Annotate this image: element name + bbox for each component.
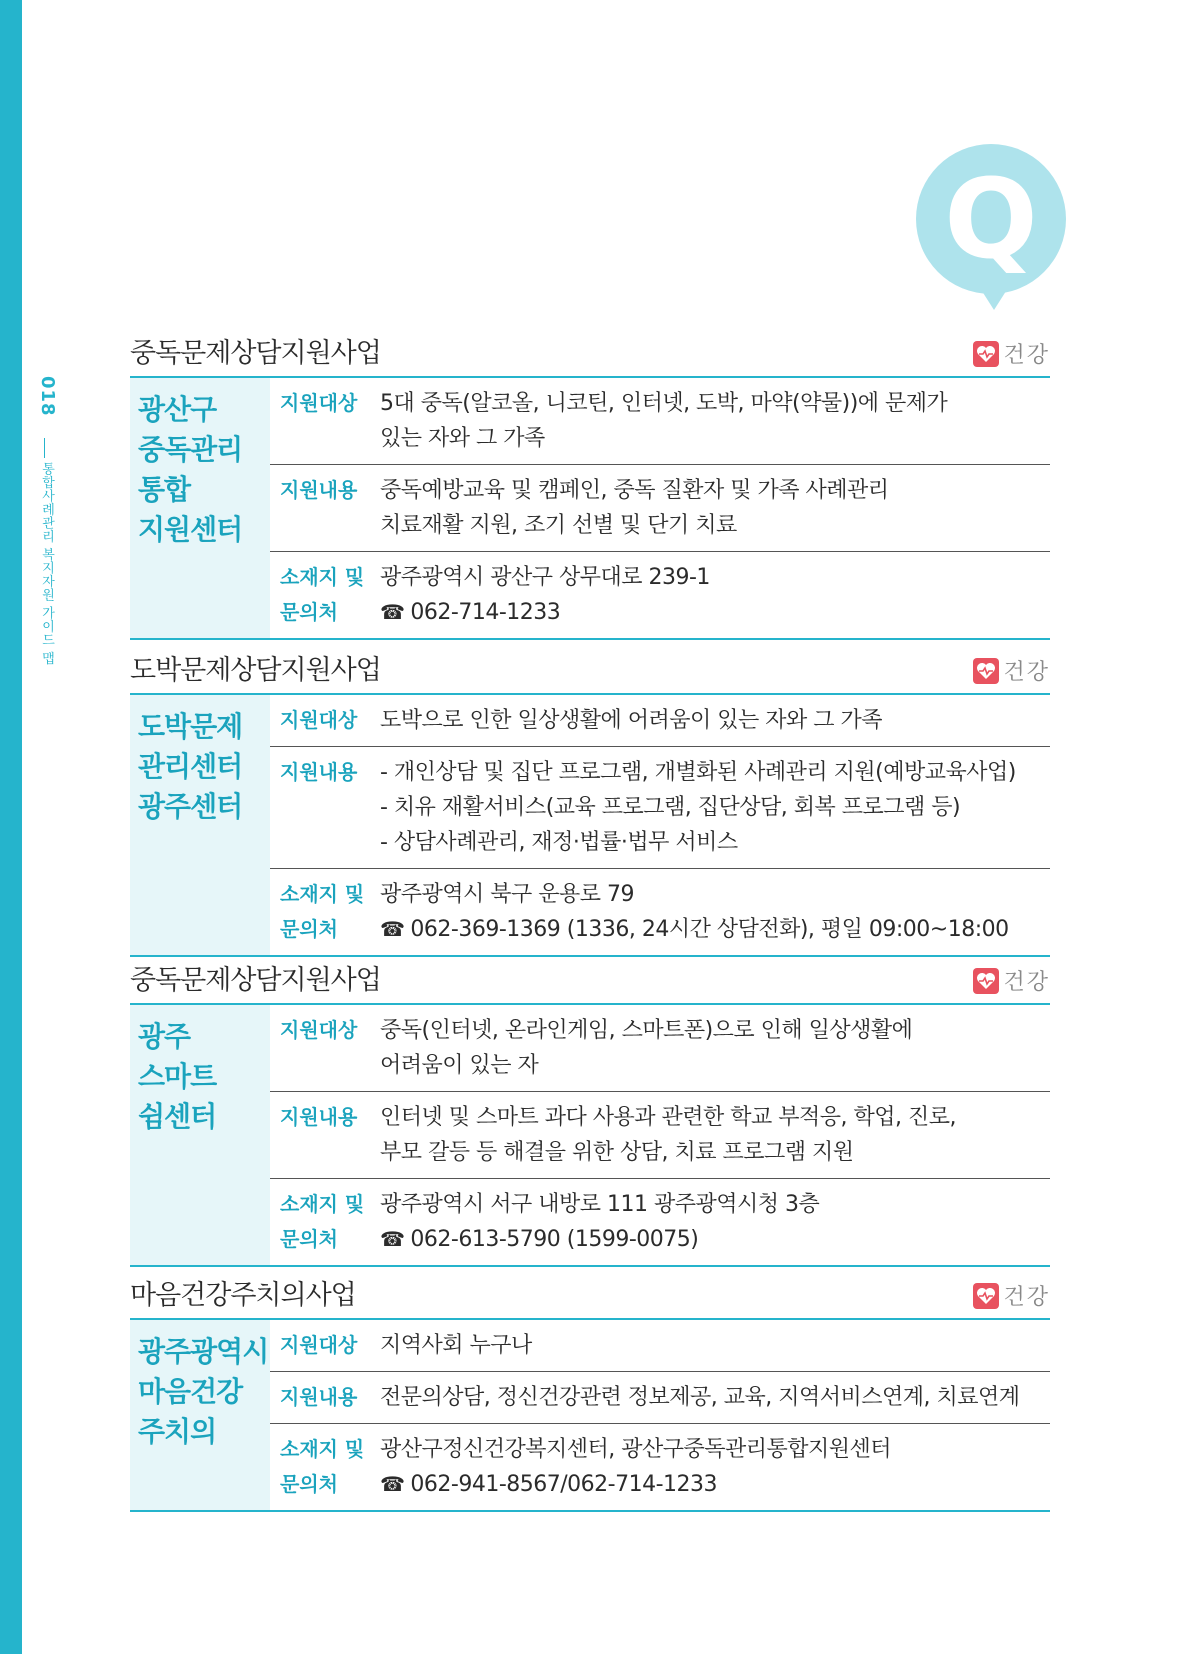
section-title: 중독문제상담지원사업 (130, 965, 381, 996)
info-text-line: 광산구정신건강복지센터, 광산구중독관리통합지원센터 (380, 1437, 892, 1462)
organization-name-line: 광주광역시 (138, 1335, 269, 1368)
section-title: 마음건강주치의사업 (130, 1280, 356, 1311)
info-text-line: 치료재활 지원, 조기 선별 및 단기 치료 (380, 513, 737, 538)
info-row (270, 378, 1050, 465)
badge-label: 건강 (1003, 660, 1050, 685)
info-row (270, 695, 1050, 747)
info-rows (270, 378, 1050, 638)
program-section (130, 965, 1050, 1267)
badge-label: 건강 (1003, 343, 1050, 368)
info-row-text (380, 1100, 1050, 1170)
info-row-text (380, 473, 1050, 543)
heart-pulse-icon (973, 658, 999, 684)
info-text-line: 부모 갈등 등 해결을 위한 상담, 치료 프로그램 지원 (380, 1140, 854, 1165)
info-row-text (380, 703, 1050, 738)
phone-line (380, 912, 1050, 947)
book-title: 통합사례관리 복지자원 가이드 맵 (39, 462, 54, 665)
info-row-label-line: 문의처 (280, 1472, 338, 1496)
organization-name (130, 695, 270, 955)
info-row-label-line: 지원내용 (280, 1105, 358, 1129)
info-text-line: 있는 자와 그 가족 (380, 426, 545, 451)
info-row-label-line: 지원대상 (280, 391, 358, 415)
program-section (130, 1280, 1050, 1512)
section-header (130, 655, 1050, 695)
info-row-label (270, 1432, 380, 1502)
organization-name-line: 마음건강 (138, 1375, 243, 1408)
info-rows (270, 1005, 1050, 1265)
sidebar-bar (0, 0, 22, 1654)
program-section (130, 338, 1050, 640)
section-body (130, 378, 1050, 640)
info-row-label-line: 지원대상 (280, 1333, 358, 1357)
info-text-line: - 개인상담 및 집단 프로그램, 개별화된 사례관리 지원(예방교육사업) (380, 760, 1016, 785)
info-row-label (270, 473, 380, 543)
info-row (270, 465, 1050, 552)
phone-line (380, 1467, 1050, 1502)
info-row-label-line: 문의처 (280, 1227, 338, 1251)
section-header (130, 338, 1050, 378)
organization-name-line: 쉼센터 (138, 1100, 217, 1133)
organization-name (130, 1320, 270, 1510)
info-text-line: 중독(인터넷, 온라인게임, 스마트폰)으로 인해 일상생활에 (380, 1018, 913, 1043)
heart-pulse-icon (973, 1283, 999, 1309)
info-row (270, 747, 1050, 869)
q-letter: Q (944, 155, 1038, 283)
info-text-line: 광주광역시 서구 내방로 111 광주광역시청 3층 (380, 1192, 820, 1217)
info-text-line: - 상담사례관리, 재정·법률·법무 서비스 (380, 830, 738, 855)
health-badge (973, 965, 1050, 996)
organization-name-line: 지원센터 (138, 513, 243, 546)
info-row-label (270, 386, 380, 456)
info-row-text (380, 877, 1050, 947)
info-text-line: 5대 중독(알코올, 니코틴, 인터넷, 도박, 마약(약물))에 문제가 (380, 391, 948, 416)
phone-icon: ☎ (380, 1227, 405, 1251)
info-text-line: 중독예방교육 및 캠페인, 중독 질환자 및 가족 사례관리 (380, 478, 889, 503)
organization-name-line: 스마트 (138, 1060, 217, 1093)
info-row-text (380, 755, 1050, 860)
info-text-line: - 치유 재활서비스(교육 프로그램, 집단상담, 회복 프로그램 등) (380, 795, 961, 820)
page-number: 018 (37, 376, 58, 417)
info-row (270, 1424, 1050, 1510)
section-body (130, 695, 1050, 957)
organization-name-line: 광주 (138, 1020, 191, 1053)
info-row (270, 552, 1050, 638)
info-row-label (270, 1187, 380, 1257)
health-badge (973, 338, 1050, 369)
info-row-label-line: 소재지 및 (280, 1192, 365, 1216)
organization-name-line: 중독관리 (138, 433, 243, 466)
health-badge (973, 1280, 1050, 1311)
health-badge (973, 655, 1050, 686)
info-text-line: 전문의상담, 정신건강관련 정보제공, 교육, 지역서비스연계, 치료연계 (380, 1385, 1020, 1410)
info-row-label (270, 1328, 380, 1363)
info-rows (270, 1320, 1050, 1510)
section-body (130, 1320, 1050, 1512)
phone-line (380, 1222, 1050, 1257)
info-text-line: 도박으로 인한 일상생활에 어려움이 있는 자와 그 가족 (380, 708, 882, 733)
info-row-label-line: 문의처 (280, 917, 338, 941)
phone-number: 062-369-1369 (1336, 24시간 상담전화), 평일 09:00~18:00 (410, 917, 1009, 942)
info-row-label-line: 지원내용 (280, 1385, 358, 1409)
info-text-line: 광주광역시 광산구 상무대로 239-1 (380, 565, 710, 590)
organization-name-line: 통합 (138, 473, 191, 506)
info-row (270, 1005, 1050, 1092)
badge-label: 건강 (1003, 1285, 1050, 1310)
info-row-label-line: 지원대상 (280, 708, 358, 732)
info-row-label-line: 지원내용 (280, 760, 358, 784)
info-row-label (270, 1380, 380, 1415)
section-body (130, 1005, 1050, 1267)
phone-number: 062-714-1233 (410, 600, 561, 625)
info-row-text (380, 1013, 1050, 1083)
heart-pulse-icon (973, 341, 999, 367)
program-section (130, 655, 1050, 957)
info-text-line: 인터넷 및 스마트 과다 사용과 관련한 학교 부적응, 학업, 진로, (380, 1105, 956, 1130)
organization-name-line: 관리센터 (138, 750, 243, 783)
info-row-label-line: 지원내용 (280, 478, 358, 502)
info-row-label (270, 1013, 380, 1083)
section-header (130, 1280, 1050, 1320)
badge-label: 건강 (1003, 970, 1050, 995)
phone-icon: ☎ (380, 1472, 405, 1496)
info-row (270, 869, 1050, 955)
phone-icon: ☎ (380, 917, 405, 941)
info-row-label-line: 문의처 (280, 600, 338, 624)
info-row-label-line: 소재지 및 (280, 565, 365, 589)
info-row (270, 1320, 1050, 1372)
info-rows (270, 695, 1050, 955)
info-row-label (270, 560, 380, 630)
phone-number: 062-941-8567/062-714-1233 (410, 1472, 718, 1497)
info-row-label (270, 755, 380, 860)
organization-name-line: 광주센터 (138, 790, 243, 823)
info-row-text (380, 386, 1050, 456)
info-row-label (270, 703, 380, 738)
info-row-text (380, 1380, 1050, 1415)
phone-line (380, 595, 1050, 630)
info-text-line: 지역사회 누구나 (380, 1333, 532, 1358)
section-title: 도박문제상담지원사업 (130, 655, 381, 686)
info-row-text (380, 560, 1050, 630)
section-title: 중독문제상담지원사업 (130, 338, 381, 369)
info-row (270, 1092, 1050, 1179)
info-row-label (270, 1100, 380, 1170)
organization-name (130, 1005, 270, 1265)
info-row-text (380, 1187, 1050, 1257)
info-row-text (380, 1432, 1050, 1502)
organization-name (130, 378, 270, 638)
organization-name-line: 도박문제 (138, 710, 243, 743)
info-row (270, 1372, 1050, 1424)
info-row-label-line: 소재지 및 (280, 882, 365, 906)
section-header (130, 965, 1050, 1005)
info-row-text (380, 1328, 1050, 1363)
sidebar-divider (44, 438, 45, 458)
organization-name-line: 주치의 (138, 1415, 217, 1448)
info-row-label-line: 소재지 및 (280, 1437, 365, 1461)
phone-icon: ☎ (380, 600, 405, 624)
info-row-label (270, 877, 380, 947)
info-text-line: 어려움이 있는 자 (380, 1053, 539, 1078)
organization-name-line: 광산구 (138, 393, 217, 426)
info-row (270, 1179, 1050, 1265)
info-text-line: 광주광역시 북구 운용로 79 (380, 882, 634, 907)
heart-pulse-icon (973, 968, 999, 994)
info-row-label-line: 지원대상 (280, 1018, 358, 1042)
phone-number: 062-613-5790 (1599-0075) (410, 1227, 699, 1252)
